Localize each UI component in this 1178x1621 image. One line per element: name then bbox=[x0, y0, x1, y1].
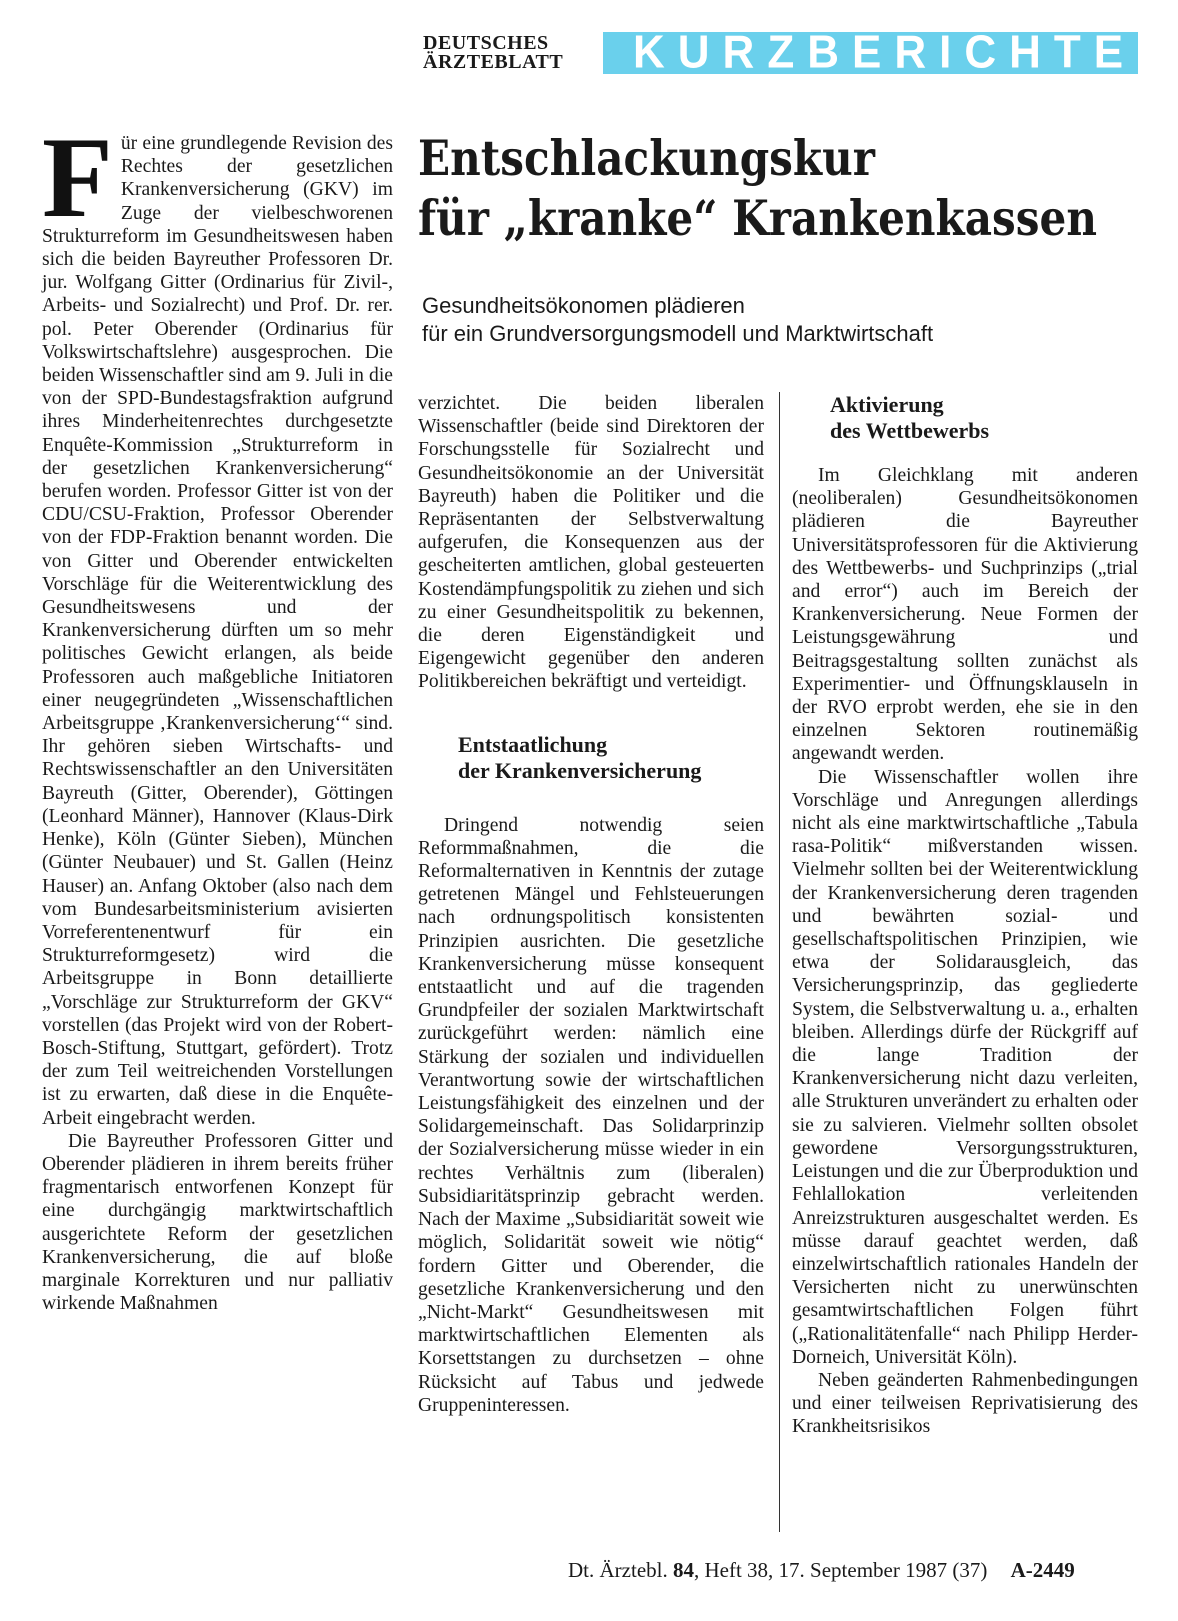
journal-logo bbox=[423, 34, 588, 72]
paragraph: Die Wissenschaftler wollen ihre Vorschläge und Anregungen allerdings nicht als eine marktwirtschaftliche „Tabula rasa-Politik“ mißverstanden wissen. Vielmehr sollten bei der Weiterentwicklung der Krankenversicherung deren tragenden und bewährten sozial- und gesellschaftspolitischen Prinzipien, wie etwa der Solidarausgleich, das Versicherungsprinzip, das gegliederte System, die Selbstverwaltung u. a., erhalten bleiben. Allerdings dürfe der Rückgriff auf die lange Tradition der Krankenversicherung nicht dazu verleiten, alle Strukturen unverändert zu erhalten oder sie zu salvieren. Vielmehr sollten obsolet gewordene Versorgungsstrukturen, Leistungen und die zur Überproduktion und Fehlallokation verleitenden Anreizstrukturen ausgeschaltet werden. Es müsse darauf geachtet werden, daß einzelwirtschaftlich rationales Handeln der Versicherten nicht zu unerwünschten gesamtwirtschaftlichen Folgen führt („Rationalitätenfalle“ nach Philipp Herder-Dorneich, Universität Köln). bbox=[792, 766, 1138, 1368]
paragraph: Neben geänderten Rahmenbedingungen und einer teilweisen Reprivatisierung des Krankheitsrisikos bbox=[792, 1369, 1138, 1438]
section-label: KURZBERICHTE bbox=[633, 32, 1137, 74]
citation-volume: 84 bbox=[672, 1558, 694, 1582]
article-column-3 bbox=[792, 392, 1138, 1439]
page-number: A-2449 bbox=[1010, 1558, 1075, 1582]
spacer bbox=[418, 694, 764, 732]
drop-cap: F bbox=[42, 114, 113, 242]
article-column-1 bbox=[42, 114, 393, 1315]
section-banner bbox=[603, 32, 1138, 74]
paragraph: Die Bayreuther Professoren Gitter und Oberender plädieren in ihrem bereits früher fragmentarisch entworfenen Konzept für eine durchgängig marktwirtschaftlich ausgerichtete Reform der gesetzlichen Krankenversicherung, die auf bloße marginale Korrekturen und nur palliativ wirkende Maßnahmen bbox=[42, 1130, 393, 1315]
journal-logo-line2: ÄRZTEBLATT bbox=[423, 51, 564, 73]
masthead bbox=[423, 32, 1138, 74]
section-heading-line1: Aktivierung bbox=[830, 392, 944, 417]
journal-logo-line1: DEUTSCHES bbox=[423, 32, 549, 54]
section-heading bbox=[418, 732, 764, 784]
section-heading-line2: des Wettbewerbs bbox=[830, 418, 990, 443]
section-heading-line1: Entstaatlichung bbox=[458, 731, 608, 757]
article-column-2 bbox=[418, 392, 764, 1417]
article-subtitle bbox=[422, 292, 1142, 348]
section-heading bbox=[792, 392, 1138, 444]
paragraph: Dringend notwendig seien Reformmaßnahmen, die die Reformalternativen in Kenntnis der zutage getretenen Mängel und Fehlsteuerungen nach ordnungspolitisch konsistenten Prinzipien ausrichten. Die gesetzliche Krankenversicherung müsse konsequent entstaatlicht und auf die tragenden Grundpfeiler der sozialen Marktwirtschaft zurückgeführt werden: nämlich eine Stärkung der sozialen und individuellen Verantwortung sowie der wirtschaftlichen Leistungsfähigkeit des einzelnen und der Solidargemeinschaft. Das Solidarprinzip der Sozialversicherung müsse wieder in ein rechtes Verhältnis zum (liberalen) Subsidiaritätsprinzip gebracht werden. Nach der Maxime „Subsidiarität soweit wie möglich, Solidarität soweit wie nötig“ fordern Gitter und Oberender, die gesetzliche Krankenversicherung und den „Nicht-Markt“ Gesundheitswesen mit marktwirtschaftlichen Elementen als Korsettstangen zu durchsetzen – ohne Rücksicht auf Tabus und jedwede Gruppeninteressen. bbox=[418, 814, 764, 1416]
spacer bbox=[418, 784, 764, 814]
article-subtitle-line2: für ein Grundversorgungsmodell und Marktwirtschaft bbox=[422, 321, 934, 346]
section-heading-line2: der Krankenversicherung bbox=[458, 757, 702, 783]
article-title bbox=[418, 128, 1097, 248]
article-title-line2: für „kranke“ Krankenkassen bbox=[418, 189, 1097, 247]
article-subtitle-line1: Gesundheitsökonomen plädieren bbox=[422, 293, 745, 318]
citation-rest: , Heft 38, 17. September 1987 (37) bbox=[693, 1558, 988, 1582]
spacer bbox=[792, 444, 1138, 464]
paragraph: Im Gleichklang mit anderen (neoliberalen) Gesundheitsökonomen plädieren die Bayreuther Universitätsprofessoren für die Aktivierung des Wettbewerbs- und Suchprinzips („trial and error“) auch im Bereich der Krankenversicherung. Neue Formen der Leistungsgewährung und Beitragsgestaltung sollten zunächst als Experimentier- und Öffnungsklauseln in der RVO erprobt werden, ehe sie in den einzelnen Sektoren routinemäßig angewandt werden. bbox=[792, 465, 1138, 765]
paragraph bbox=[42, 114, 393, 1130]
paragraph-text: ür eine grundlegende Revision des Rechtes der gesetzlichen Krankenversicherung (GKV) im Zuge der vielbeschworenen Strukturreform im Gesundheitswesen haben sich die beiden Bayreuther Professoren Dr. jur. Wolfgang Gitter (Ordinarius für Zivil-, Arbeits- und Sozialrecht) und Prof. Dr. rer. pol. Peter Oberender (Ordinarius für Volkswirtschaftslehre) ausgesprochen. Die beiden Wissenschaftler sind am 9. Juli in die von der SPD-Bundestagsfraktion aufgrund ihres Minderheitenrechtes durchgesetzte Enquête-Kommission „Strukturreform in der gesetzlichen Krankenversicherung“ berufen worden. Professor Gitter ist von der CDU/CSU-Fraktion, Professor Oberender von der FDP-Fraktion benannt worden. Die von Gitter und Oberender entwickelten Vorschläge für die Weiterentwicklung des Gesundheitswesens und der Krankenversicherung dürften um so mehr politisches Gewicht erlangen, als beide Professoren auch maßgebliche Initiatoren einer neugegründeten „Wissenschaftlichen Arbeitsgruppe ‚Krankenversicherung‘“ sind. Ihr gehören sieben Wirtschafts- und Rechtswissenschaftler an den Universitäten Bayreuth (Gitter, Oberender), Göttingen (Leonhard Männer), Hannover (Klaus-Dirk Henke), Köln (Günter Sieben), München (Günter Neubauer) und St. Gallen (Heinz Hauser) an. Anfang Oktober (also nach dem vom Bundesarbeitsministerium avisierten Vorreferentenentwurf für ein Strukturreformgesetz) wird die Arbeitsgruppe in Bonn detaillierte „Vorschläge zur Strukturreform der GKV“ vorstellen (das Projekt wird von der Robert-Bosch-Stiftung, Stuttgart, gefördert). Trotz der zum Teil weitreichenden Vorstellungen ist zu erwarten, daß diese in die Enquête-Arbeit eingebracht werden. bbox=[42, 133, 393, 1129]
article-title-line1: Entschlackungskur bbox=[418, 129, 875, 187]
citation-prefix: Dt. Ärztebl. bbox=[568, 1558, 668, 1582]
page-footer bbox=[568, 1557, 1138, 1583]
paragraph: verzichtet. Die beiden liberalen Wissenschaftler (beide sind Direktoren der Forschungsstelle für Sozialrecht und Gesundheitsökonomie an der Universität Bayreuth) haben die Politiker und die Repräsentanten der Selbstverwaltung aufgerufen, die Konsequenzen aus der gescheiterten amtlichen, global gesteuerten Kostendämpfungspolitik zu ziehen und sich zu einer Gesundheitspolitik zu bekennen, die deren Eigenständigkeit und Eigengewicht gegenüber den anderen Politikbereichen bekräftigt und verteidigt. bbox=[418, 393, 764, 693]
column-divider bbox=[779, 392, 780, 1532]
